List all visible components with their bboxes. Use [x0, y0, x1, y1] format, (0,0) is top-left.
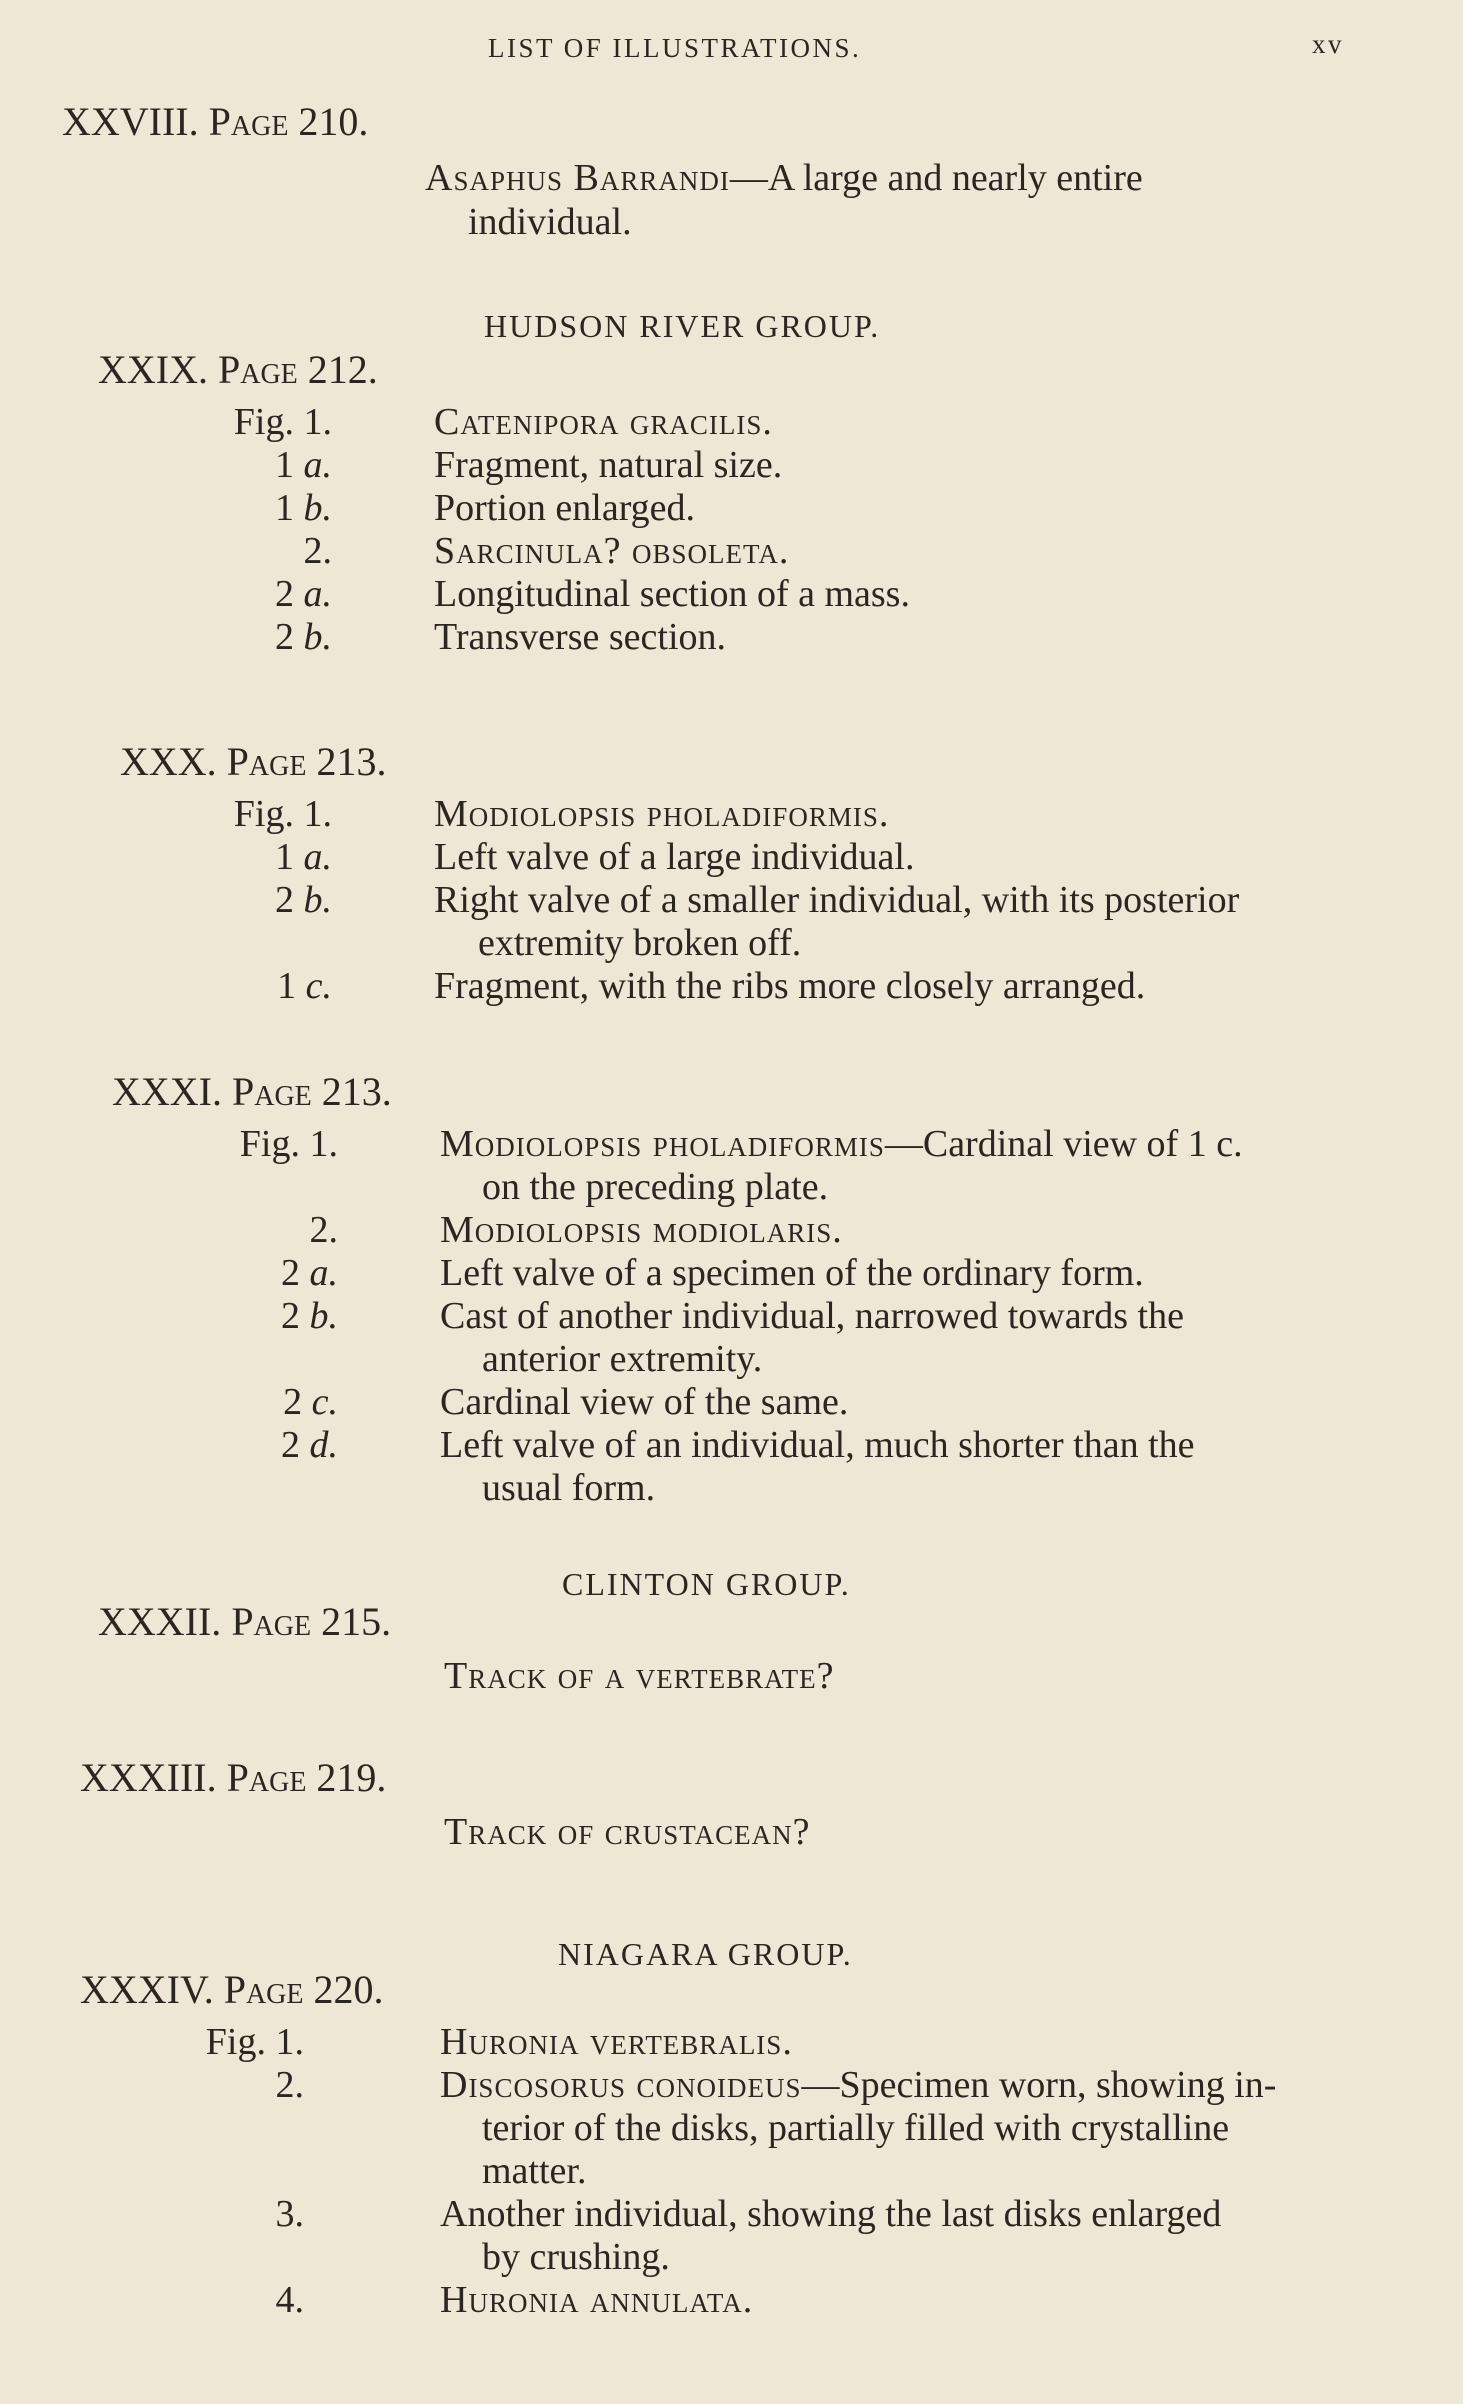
- running-title: LIST OF ILLUSTRATIONS.: [488, 33, 862, 63]
- figure-description-continuation: [478, 921, 801, 965]
- figure-description: [434, 964, 1145, 1008]
- figure-number: [275, 615, 332, 659]
- plate-description: Track of crustacean?: [444, 1811, 811, 1853]
- plate-description: [425, 156, 1143, 200]
- plate-heading: [112, 1070, 392, 1114]
- figure-letter: a.: [303, 836, 332, 878]
- plate-page: Page 220.: [223, 1967, 384, 2012]
- figure-number-digits: 2: [281, 1424, 300, 1466]
- figure-number: [281, 1251, 338, 1295]
- plate-page: Page 213.: [231, 1069, 392, 1114]
- figure-number: [276, 2192, 305, 2236]
- figure-number: [310, 1208, 339, 1252]
- plate-page: Page 215.: [231, 1599, 392, 1644]
- description-text: usual form.: [482, 1467, 656, 1509]
- figure-description: [440, 1208, 843, 1252]
- figure-description-continuation: [482, 2106, 1229, 2150]
- plate-number: XXXIII.: [80, 1755, 217, 1800]
- figure-description: [440, 1380, 848, 1424]
- plate-description: Track of a vertebrate?: [444, 1655, 835, 1697]
- species-name: Asaphus Barrandi: [425, 157, 730, 199]
- figure-description: [440, 2020, 793, 2064]
- figure-description: [440, 1122, 1243, 1166]
- figure-description: [434, 835, 914, 879]
- plate-page: Page 213.: [226, 739, 387, 784]
- description-text: Longitudinal section of a mass.: [434, 573, 910, 615]
- figure-number: [281, 1423, 338, 1467]
- figure-letter: a.: [303, 573, 332, 615]
- figure-description: [434, 400, 773, 444]
- figure-number: [275, 878, 332, 922]
- figure-number: [281, 1294, 338, 1338]
- plate-heading: [80, 1968, 384, 2012]
- figure-description: [434, 572, 910, 616]
- figure-description: [434, 529, 789, 573]
- plate-number: XXXII.: [98, 1599, 222, 1644]
- figure-number-digits: Fig. 1.: [239, 1123, 338, 1165]
- figure-number: [234, 400, 332, 444]
- description-continuation: individual.: [468, 201, 632, 243]
- figure-description: [434, 615, 726, 659]
- figure-number-digits: 2: [281, 1295, 300, 1337]
- description-text: Transverse section.: [434, 616, 726, 658]
- species-name: Catenipora gracilis.: [434, 401, 773, 443]
- figure-description: [434, 486, 695, 530]
- plate-number: XXX.: [120, 739, 217, 784]
- figure-number-digits: 4.: [275, 2279, 304, 2321]
- figure-number: [304, 529, 333, 573]
- plate-number: XXXI.: [112, 1069, 222, 1114]
- figure-letter: c.: [311, 1381, 338, 1423]
- figure-number-digits: 1: [275, 444, 294, 486]
- page-number: xv: [1312, 29, 1344, 59]
- description-text: anterior extremity.: [482, 1338, 763, 1380]
- plate-heading: [120, 740, 386, 784]
- figure-number: [276, 2063, 305, 2107]
- figure-number-digits: 2: [275, 879, 294, 921]
- figure-description: [440, 2063, 1276, 2107]
- figure-number-digits: 2: [283, 1381, 303, 1423]
- species-name: Huronia annulata.: [440, 2279, 754, 2321]
- description-text: —A large and nearly entire: [729, 157, 1143, 199]
- figure-description: [440, 2192, 1221, 2236]
- figure-letter: b.: [303, 879, 332, 921]
- figure-letter: c.: [305, 965, 332, 1007]
- figure-description-continuation: [482, 2149, 586, 2193]
- plate-number: XXVIII.: [62, 99, 199, 144]
- figure-description-continuation: [482, 1466, 655, 1510]
- figure-description-continuation: [482, 2235, 670, 2279]
- figure-number: [275, 572, 332, 616]
- plate-heading: [80, 1756, 386, 1800]
- description-text: —Cardinal view of 1 c.: [884, 1123, 1243, 1165]
- plate-page: Page 210.: [208, 99, 369, 144]
- figure-number: [276, 2278, 305, 2322]
- figure-number: [240, 1122, 338, 1166]
- description-text: terior of the disks, partially filled with crystalline: [482, 2107, 1230, 2149]
- species-name: Discosorus conoideus: [440, 2064, 802, 2106]
- figure-number-digits: 2: [275, 616, 294, 658]
- description-text: by crushing.: [482, 2236, 670, 2278]
- species-name: Modiolopsis modiolaris.: [440, 1209, 843, 1251]
- species-name: Modiolopsis pholadiformis: [440, 1123, 885, 1165]
- figure-letter: b.: [303, 616, 332, 658]
- figure-letter: a.: [309, 1252, 338, 1294]
- figure-description: [440, 2278, 753, 2322]
- figure-description: [434, 792, 889, 836]
- description-text: Left valve of a specimen of the ordinary form.: [440, 1252, 1144, 1294]
- figure-number-digits: 1: [277, 965, 297, 1007]
- group-heading: CLINTON GROUP.: [562, 1566, 851, 1602]
- group-heading: NIAGARA GROUP.: [558, 1936, 853, 1972]
- figure-description: [440, 1423, 1195, 1467]
- figure-number-digits: Fig. 1.: [205, 2021, 304, 2063]
- figure-number-digits: 2: [281, 1252, 300, 1294]
- description-text: Left valve of a large individual.: [434, 836, 915, 878]
- description-text: Left valve of an individual, much shorter than the: [440, 1424, 1195, 1466]
- figure-number-digits: 2: [275, 573, 294, 615]
- figure-number: [275, 835, 332, 879]
- plate-page: Page 219.: [226, 1755, 387, 1800]
- description-text: Cast of another individual, narrowed towards the: [440, 1295, 1184, 1337]
- figure-number-digits: 2.: [309, 1209, 338, 1251]
- figure-letter: d.: [309, 1424, 338, 1466]
- figure-description: [440, 1294, 1184, 1338]
- description-text: Fragment, natural size.: [434, 444, 783, 486]
- figure-number: [283, 1380, 338, 1424]
- figure-number: [275, 443, 332, 487]
- species-name: Sarcinula? obsoleta.: [434, 530, 790, 572]
- plate-page: Page 212.: [217, 347, 378, 392]
- plate-number: XXIX.: [98, 347, 208, 392]
- species-name: Huronia vertebralis.: [440, 2021, 793, 2063]
- description-text: Portion enlarged.: [434, 487, 696, 529]
- figure-number-digits: 1: [275, 836, 294, 878]
- species-name: Modiolopsis pholadiformis.: [434, 793, 890, 835]
- figure-description-continuation: [482, 1337, 762, 1381]
- description-text: on the preceding plate.: [482, 1166, 829, 1208]
- figure-description: [440, 1251, 1144, 1295]
- figure-number-digits: Fig. 1.: [233, 793, 332, 835]
- figure-number-digits: 1: [275, 487, 294, 529]
- plate-heading: [98, 1600, 391, 1644]
- figure-number-digits: 2.: [303, 530, 332, 572]
- figure-description-continuation: [482, 1165, 828, 1209]
- description-text: Right valve of a smaller individual, with its posterior: [434, 879, 1240, 921]
- plate-heading: [98, 348, 378, 392]
- figure-letter: a.: [303, 444, 332, 486]
- figure-letter: b.: [309, 1295, 338, 1337]
- figure-letter: b.: [303, 487, 332, 529]
- group-heading: HUDSON RIVER GROUP.: [484, 308, 881, 344]
- figure-number-digits: 3.: [275, 2193, 304, 2235]
- plate-number: XXXIV.: [80, 1967, 214, 2012]
- description-text: Cardinal view of the same.: [440, 1381, 849, 1423]
- figure-number: [275, 486, 332, 530]
- figure-description: [434, 878, 1239, 922]
- description-text: matter.: [482, 2150, 587, 2192]
- figure-number: [206, 2020, 304, 2064]
- plate-heading: [62, 100, 368, 144]
- figure-number-digits: 2.: [275, 2064, 304, 2106]
- description-text: Fragment, with the ribs more closely arranged.: [434, 965, 1146, 1007]
- description-text: extremity broken off.: [478, 922, 802, 964]
- figure-description: [434, 443, 782, 487]
- description-text: —Specimen worn, showing in-: [801, 2064, 1277, 2106]
- figure-number: [277, 964, 332, 1008]
- figure-number-digits: Fig. 1.: [233, 401, 332, 443]
- description-text: Another individual, showing the last disks enlarged: [440, 2193, 1222, 2235]
- figure-number: [234, 792, 332, 836]
